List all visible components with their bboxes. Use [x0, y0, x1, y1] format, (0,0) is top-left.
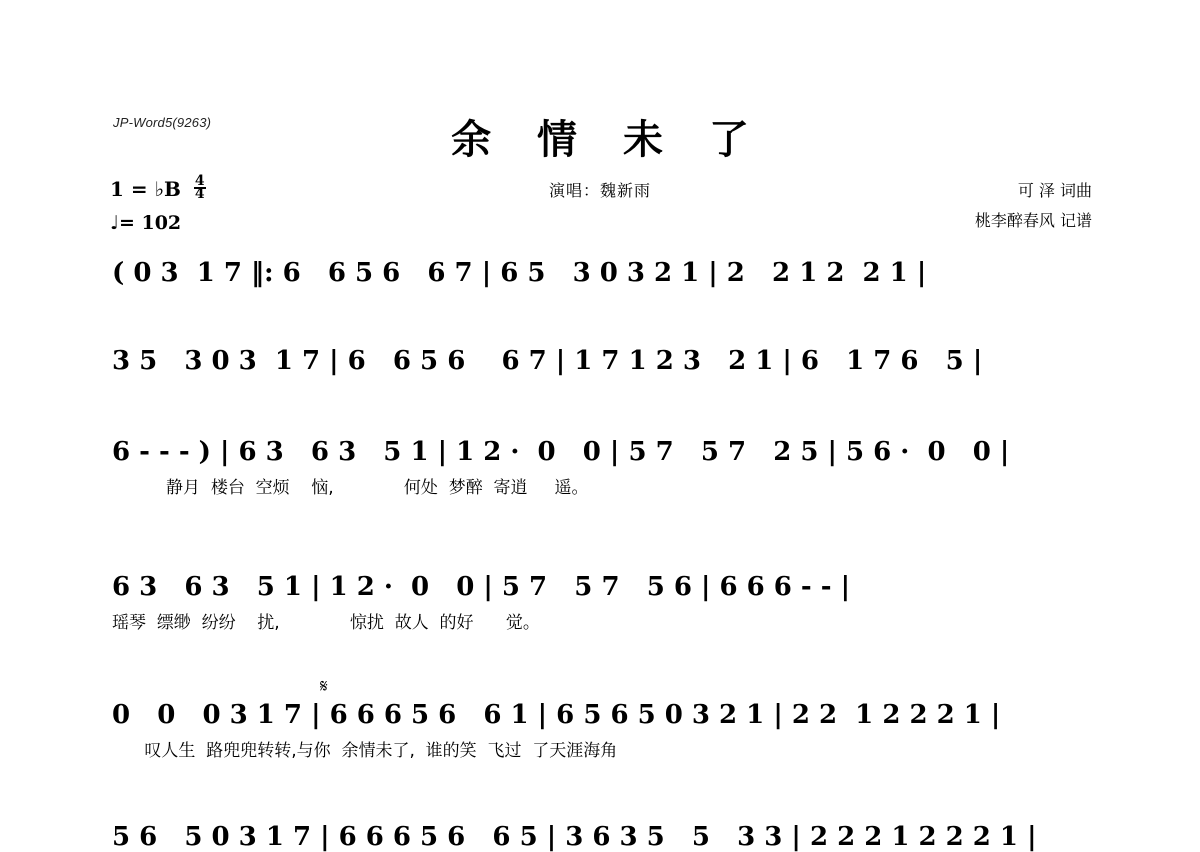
credits — [975, 176, 1092, 236]
credit-line-1: 可 泽 词曲 — [1017, 181, 1092, 200]
music-system-5 — [0, 676, 1200, 761]
lyric-line: 静月 楼台 空烦 恼, 何处 梦醉 寄逍 遥。 — [112, 478, 589, 498]
page-title: 余 情 未 了 — [451, 117, 765, 163]
document-id: JP-Word5(9263) — [113, 115, 212, 130]
music-system-2 — [0, 346, 1200, 376]
performer-line: 演唱：魏新雨 — [548, 181, 651, 200]
lyric-line: 叹人生 路兜兜转转,与你 余情未了, 谁的笑 飞过 了天涯海角 — [112, 741, 618, 761]
music-staff-line: 6 - - - ) | 6 3 6 3 5 1 | 1 2 · 0 0 | 5 7 5 7 2 5 | 5 6 · 0 0 | — [112, 437, 1010, 467]
music-staff-line: ( 0 3 1 7 ‖: 6 6 5 6 6 7 | 6 5 3 0 3 2 1 | 2 2 1 2 2 1 | — [112, 258, 927, 288]
key-signature-text: 1 = ♭B — [110, 177, 181, 201]
music-staff-line: 6 3 6 3 5 1 | 1 2 · 0 0 | 5 7 5 7 5 6 | 6 6 6 - - | — [112, 572, 851, 602]
tempo-marking: ♩= 102 — [110, 212, 182, 234]
music-staff-line: 5 6 5 0 3 1 7 | 6 6 6 5 6 6 5 | 3 6 3 5 5 3 3 | 2 2 2 1 2 2 2 1 | — [112, 822, 1037, 852]
lyric-line: 瑶琴 缥缈 纷纷 扰, 惊扰 故人 的好 觉。 — [112, 613, 540, 633]
key-signature — [110, 173, 206, 202]
music-staff-line: 0 0 0 3 1 7 | 6 6 6 5 6 6 1 | 6 5 6 5 0 3 2 1 | 2 2 1 2 2 2 1 | — [112, 700, 1001, 730]
segno-icon: 𝄋 — [320, 676, 328, 697]
time-signature-bottom: 4 — [194, 186, 205, 202]
music-staff-line: 3 5 3 0 3 1 7 | 6 6 5 6 6 7 | 1 7 1 2 3 2 1 | 6 1 7 6 5 | — [112, 346, 983, 376]
music-system-6 — [0, 822, 1200, 852]
music-system-4 — [0, 572, 1200, 633]
time-signature — [194, 173, 206, 202]
music-system-3 — [0, 437, 1200, 498]
music-system-1 — [0, 258, 1200, 288]
credit-line-2: 桃李醉春风 记谱 — [974, 211, 1092, 230]
time-signature-top: 4 — [194, 173, 205, 189]
